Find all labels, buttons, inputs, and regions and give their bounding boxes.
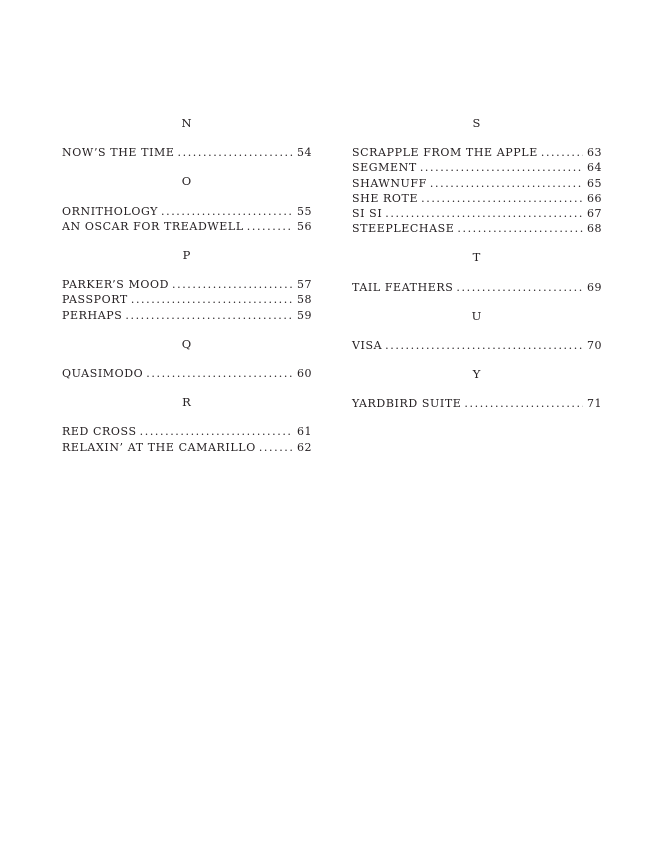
- index-entry: [352, 176, 602, 191]
- entry-page-number: 59: [297, 308, 312, 322]
- index-entry: [352, 206, 602, 221]
- dot-leader: [430, 176, 583, 191]
- entry-title: PASSPORT: [62, 293, 128, 307]
- section-letter-heading: S: [472, 116, 482, 130]
- entry-page-number: 58: [297, 293, 312, 307]
- dot-leader: [146, 366, 293, 381]
- dot-leader: [125, 308, 293, 323]
- entry-page-number: 62: [297, 440, 312, 454]
- dot-leader: [259, 440, 293, 455]
- section-letter-heading: Y: [472, 367, 482, 382]
- entry-page-number: 63: [587, 146, 602, 160]
- entry-title: TAIL FEATHERS: [352, 280, 454, 294]
- index-entry: [352, 145, 602, 160]
- entry-page-number: 61: [297, 425, 312, 439]
- entry-title: RED CROSS: [62, 425, 137, 439]
- entry-title: ORNITHOLOGY: [62, 204, 158, 218]
- index-section-R: [62, 395, 312, 455]
- entry-page-number: 65: [587, 176, 602, 190]
- dot-leader: [247, 219, 293, 234]
- section-letter-heading: O: [181, 174, 193, 189]
- dot-leader: [131, 292, 293, 307]
- index-entry: [62, 219, 312, 234]
- dot-leader: [140, 424, 293, 439]
- section-letter-heading: Q: [181, 336, 193, 351]
- entry-title: VISA: [352, 339, 383, 353]
- index-entry: [352, 191, 602, 206]
- entry-page-number: 68: [587, 222, 602, 236]
- entry-page-number: 69: [587, 280, 602, 294]
- index-entry: [62, 204, 312, 219]
- index-entry: [62, 292, 312, 307]
- entry-title: PERHAPS: [62, 308, 123, 322]
- entry-title: SI SI: [352, 207, 383, 221]
- index-entry: [62, 277, 312, 292]
- section-letter-heading: U: [471, 308, 483, 323]
- dot-leader: [385, 206, 583, 221]
- dot-leader: [420, 160, 583, 175]
- entry-title: NOW’S THE TIME: [62, 146, 175, 160]
- dot-leader: [541, 145, 583, 160]
- index-section-N: [62, 116, 312, 160]
- index-entry: [62, 308, 312, 323]
- section-letter-heading: P: [182, 248, 192, 263]
- entry-page-number: 66: [587, 191, 602, 205]
- index-entry: [62, 424, 312, 439]
- entry-page-number: 67: [587, 207, 602, 221]
- dot-leader: [161, 204, 293, 219]
- index-section-Q: [62, 337, 312, 381]
- index-entry: [352, 280, 602, 295]
- index-entry: [62, 366, 312, 381]
- entry-title: STEEPLECHASE: [352, 222, 455, 236]
- entry-page-number: 71: [587, 397, 602, 411]
- entry-title: PARKER’S MOOD: [62, 278, 169, 292]
- entry-title: SEGMENT: [352, 161, 417, 175]
- entry-title: SCRAPPLE FROM THE APPLE: [352, 146, 538, 160]
- index-section-Y: [352, 367, 602, 411]
- index-section-P: [62, 248, 312, 323]
- entry-page-number: 56: [297, 219, 312, 233]
- dot-leader: [456, 280, 583, 295]
- entry-page-number: 70: [587, 339, 602, 353]
- entry-page-number: 64: [587, 161, 602, 175]
- dot-leader: [385, 338, 583, 353]
- index-entry: [352, 338, 602, 353]
- entry-title: RELAXIN’ AT THE CAMARILLO: [62, 440, 256, 454]
- index-entry: [352, 221, 602, 236]
- entry-title: AN OSCAR FOR TREADWELL: [62, 219, 244, 233]
- entry-title: QUASIMODO: [62, 367, 144, 381]
- dot-leader: [172, 277, 293, 292]
- entry-page-number: 57: [297, 278, 312, 292]
- entry-title: SHAWNUFF: [352, 176, 427, 190]
- section-letter-heading: T: [472, 250, 482, 265]
- index-section-S: [352, 116, 602, 236]
- section-letter-heading: N: [181, 116, 193, 130]
- index-entry: [62, 145, 312, 160]
- index-section-O: [62, 174, 312, 234]
- dot-leader: [421, 191, 583, 206]
- entry-page-number: 54: [297, 146, 312, 160]
- dot-leader: [178, 145, 293, 160]
- index-entry: [352, 396, 602, 411]
- entry-title: YARDBIRD SUITE: [352, 397, 462, 411]
- index-section-U: [352, 309, 602, 353]
- dot-leader: [464, 396, 583, 411]
- index-column-left: [62, 116, 312, 455]
- index-section-T: [352, 250, 602, 294]
- entry-title: SHE ROTE: [352, 191, 419, 205]
- index-entry: [62, 440, 312, 455]
- entry-page-number: 60: [297, 367, 312, 381]
- index-column-right: [352, 116, 602, 412]
- entry-page-number: 55: [297, 204, 312, 218]
- section-letter-heading: R: [182, 395, 192, 410]
- index-entry: [352, 160, 602, 175]
- dot-leader: [457, 221, 583, 236]
